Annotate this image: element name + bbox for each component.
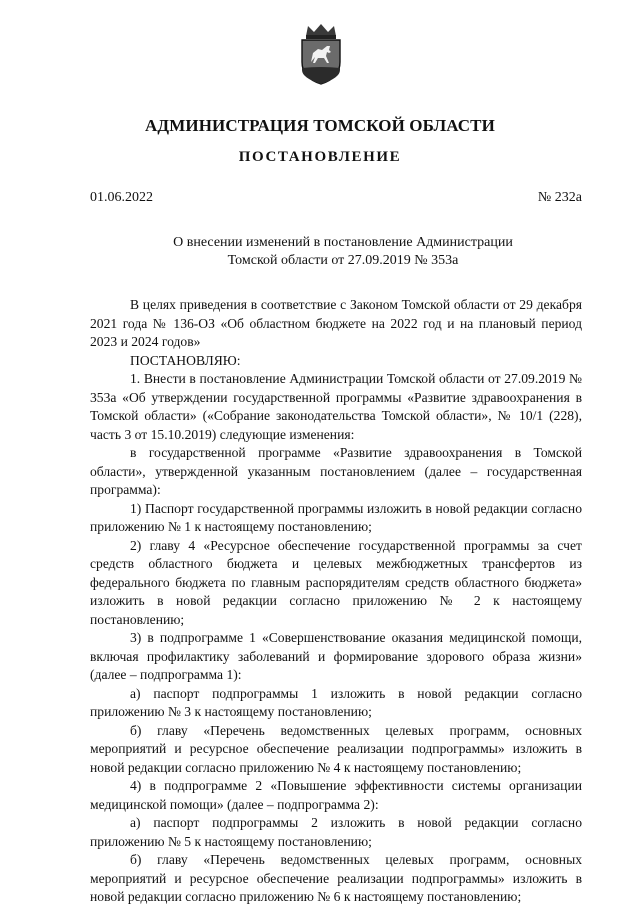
body-paragraph: 4) в подпрограмме 2 «Повышение эффективности системы организации медицинской помощи» (далее – подпрограмма 2):	[90, 778, 582, 812]
body-paragraph: а) паспорт подпрограммы 2 изложить в новой редакции согласно приложению № 5 к настоящему постановлению;	[90, 815, 582, 849]
subject-line: О внесении изменений в постановление Администрации	[173, 235, 513, 250]
document-subject	[0, 234, 640, 270]
document-body	[90, 296, 582, 907]
coat-of-arms-emblem	[296, 22, 346, 86]
subject-line: Томской области от 27.09.2019 № 353а	[227, 253, 459, 268]
body-paragraph: в государственной программе «Развитие здравоохранения в Томской области», утвержденной указанным постановлением (далее – государственная программа):	[90, 445, 582, 497]
body-paragraph: б) главу «Перечень ведомственных целевых программ, основных мероприятий и ресурсное обеспечение реализации подпрограммы» изложить в новой редакции согласно приложению № 6 к настоящему постановлению;	[90, 852, 582, 904]
body-paragraph: 1) Паспорт государственной программы изложить в новой редакции согласно приложению № 1 к настоящему постановлению;	[90, 500, 582, 534]
body-paragraph: а) паспорт подпрограммы 1 изложить в новой редакции согласно приложению № 3 к настоящему постановлению;	[90, 685, 582, 719]
decree-word: ПОСТАНОВЛЯЮ:	[130, 352, 241, 368]
document-type-heading: ПОСТАНОВЛЕНИЕ	[238, 149, 402, 165]
body-paragraph: б) главу «Перечень ведомственных целевых программ, основных мероприятий и ресурсное обеспечение реализации подпрограммы» изложить в новой редакции согласно приложению № 4 к настоящему постановлению;	[90, 722, 582, 775]
document-number: № 232а	[537, 190, 582, 205]
body-paragraph: 2) главу 4 «Ресурсное обеспечение государственной программы за счет средств областного бюджета и целевых межбюджетных трансфертов из федерального бюджета по главным распорядителям средств областного бюджета» изложить в новой редакции согласно приложению № 2 к настоящему постановлению;	[90, 537, 582, 627]
organization-title: АДМИНИСТРАЦИЯ ТОМСКОЙ ОБЛАСТИ	[145, 116, 495, 135]
body-paragraph: В целях приведения в соответствие с Законом Томской области от 29 декабря 2021 года № 136-ОЗ «Об областном бюджете на 2022 год и на плановый период 2023 и 2024 годов»	[90, 297, 582, 349]
body-paragraph: 3) в подпрограмме 1 «Совершенствование оказания медицинской помощи, включая профилактику заболеваний и формирование здорового образа жизни» (далее – подпрограмма 1):	[90, 630, 582, 682]
body-paragraph: 1. Внести в постановление Администрации Томской области от 27.09.2019 № 353а «Об утверждении государственной программы «Развитие здравоохранения в Томской области» («Собрание законодательства Томской области», № 10/1 (228), часть 3 от 15.10.2019) следующие изменения:	[90, 371, 582, 442]
document-date: 01.06.2022	[90, 190, 153, 205]
